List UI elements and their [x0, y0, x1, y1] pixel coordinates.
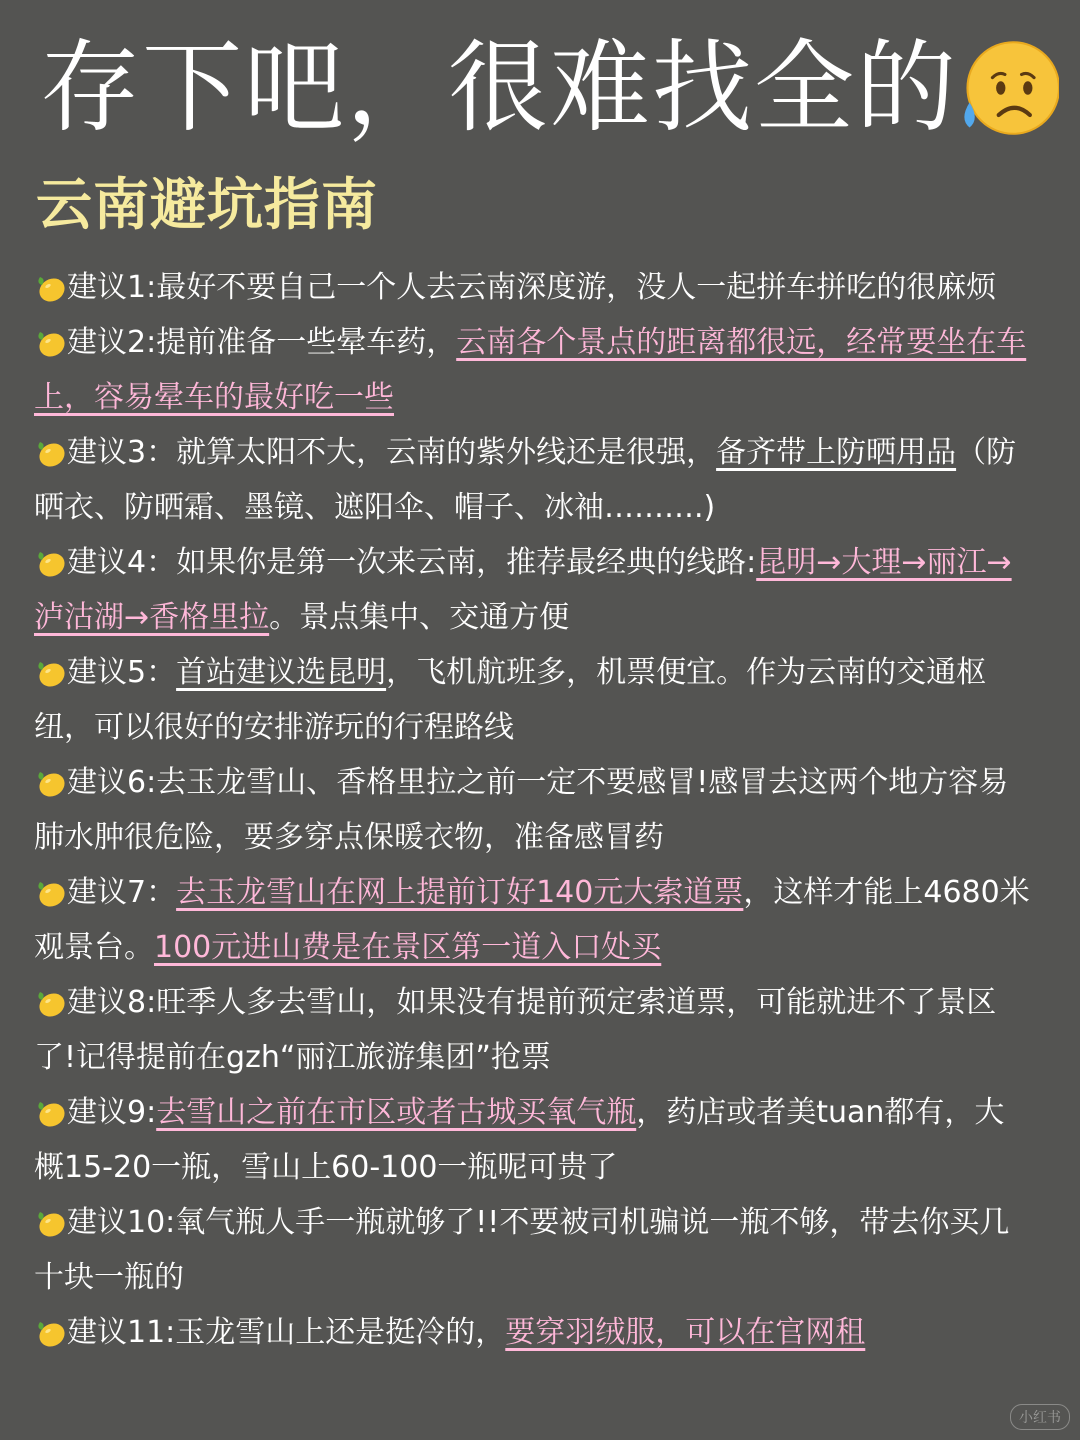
lemon-icon: [34, 656, 66, 688]
lemon-icon: [34, 766, 66, 798]
tip-item: [34, 975, 1034, 1085]
lemon-icon: [34, 1316, 66, 1348]
tip-highlight: 去玉龙雪山在网上提前订好140元大索道票: [176, 875, 744, 910]
tip-text: 建议2:提前准备一些晕车药，: [67, 325, 457, 360]
tip-text: 建议9:: [67, 1095, 157, 1130]
tip-text: 建议1:最好不要自己一个人去云南深度游，没人一起拼车拼吃的很麻烦: [67, 270, 997, 305]
tip-text: ，飞机航班多，机票便宜。作为云南的交通枢纽，可以很好的安排游玩的行程路线: [34, 655, 987, 745]
tip-text: 建议5：: [67, 655, 177, 690]
tip-text: ，药店或者美tuan都有，大概15-20一瓶，雪山上60-100一瓶呢可贵了: [34, 1095, 1005, 1185]
lemon-icon: [34, 326, 66, 358]
lemon-icon: [34, 436, 66, 468]
tip-highlight: 去雪山之前在市区或者古城买氧气瓶: [156, 1095, 637, 1130]
lemon-icon: [34, 876, 66, 908]
watermark: 小红书: [1010, 1404, 1070, 1430]
subtitle: 云南避坑指南: [36, 173, 378, 238]
tip-item: [34, 425, 1034, 535]
lemon-icon: [34, 546, 66, 578]
sad-sweat-face-icon: [955, 36, 1059, 140]
tip-text: 建议7：: [67, 875, 177, 910]
page-title: 存下吧，很难找全的: [40, 29, 958, 146]
tip-highlight: 备齐带上防晒用品: [716, 435, 957, 470]
tip-text: 建议4：如果你是第一次来云南，推荐最经典的线路:: [67, 545, 757, 580]
tip-text: 建议11:玉龙雪山上还是挺冷的，: [67, 1315, 506, 1350]
tip-text: 建议6:去玉龙雪山、香格里拉之前一定不要感冒!感冒去这两个地方容易肺水肿很危险，要多穿点保暖衣物，准备感冒药: [34, 765, 1009, 855]
tip-item: [34, 260, 1034, 315]
tip-highlight: 首站建议选昆明: [176, 655, 387, 690]
tip-text: 建议3：就算太阳不大，云南的紫外线还是很强，: [67, 435, 717, 470]
tip-text: 建议8:旺季人多去雪山，如果没有提前预定索道票，可能就进不了景区了!记得提前在gzh“丽江旅游集团”抢票: [34, 985, 997, 1075]
tip-item: [34, 1305, 1034, 1360]
tip-item: [34, 315, 1034, 425]
tip-item: [34, 755, 1034, 865]
tip-text: （防晒衣、防晒霜、墨镜、遮阳伞、帽子、冰袖……….): [34, 435, 1017, 525]
tip-text: 建议10:氧气瓶人手一瓶就够了!!不要被司机骗说一瓶不够，带去你买几十块一瓶的: [34, 1205, 1010, 1295]
tip-highlight: 昆明→大理→丽江→泸沽湖→香格里拉: [34, 545, 1012, 635]
lemon-icon: [34, 271, 66, 303]
tip-text: ，这样才能上4680米观景台。: [34, 875, 1030, 965]
tip-highlight: 100元进山费是在景区第一道入口处买: [154, 930, 662, 965]
tip-item: [34, 535, 1034, 645]
lemon-icon: [34, 1096, 66, 1128]
tip-highlight: 云南各个景点的距离都很远，经常要坐在车上，容易晕车的最好吃一些: [34, 325, 1027, 415]
lemon-icon: [34, 986, 66, 1018]
tip-item: [34, 1195, 1034, 1305]
lemon-icon: [34, 1206, 66, 1238]
tip-item: [34, 645, 1034, 755]
tip-highlight: 要穿羽绒服，可以在官网租: [505, 1315, 866, 1350]
tip-item: [34, 865, 1034, 975]
tips-list: [34, 260, 1034, 1360]
tip-item: [34, 1085, 1034, 1195]
tip-text: 。景点集中、交通方便: [269, 600, 570, 635]
